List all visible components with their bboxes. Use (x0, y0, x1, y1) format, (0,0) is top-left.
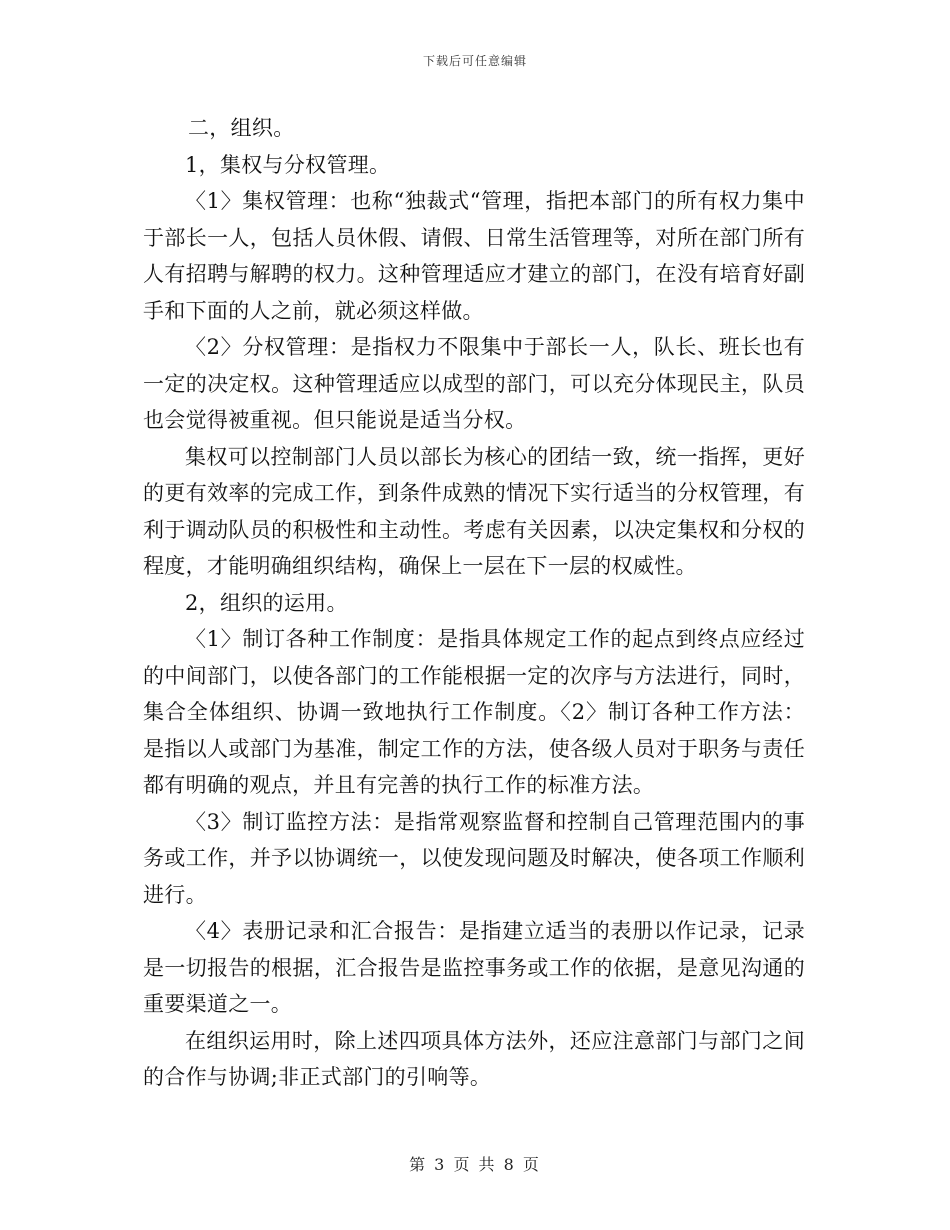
page-header: 下载后可任意编辑 (422, 54, 527, 68)
subheading-centralization: 1，集权与分权管理。 (185, 152, 391, 177)
paragraph-centralization-summary: 集权可以控制部门人员以部长为核心的团结一致，统一指挥，更好的更有效率的完成工作，到条件成熟的情况下实行适当的分权管理，有利于调动队员的积极性和主动性。考虑有关因素，以决定集权和分权的程度，才能明确组织结构，确保上一层在下一层的权威性。 (143, 444, 805, 578)
paragraph-monitoring: 〈3〉制订监控方法：是指常观察监督和控制自己管理范围内的事务或工作，并予以协调统一，以使发现问题及时解决，使各项工作顺利进行。 (143, 809, 805, 907)
subheading-organization-use: 2，组织的运用。 (185, 590, 348, 615)
paragraph-decentralized-management: 〈2〉分权管理：是指权力不限集中于部长一人，队长、班长也有一定的决定权。这种管理适应以成型的部门，可以充分体现民主，队员也会觉得被重视。但只能说是适当分权。 (143, 335, 805, 432)
document-body (143, 110, 805, 1096)
paragraph-work-systems: 〈1〉制订各种工作制度：是指具体规定工作的起点到终点应经过的中间部门，以使各部门的工作能根据一定的次序与方法进行，同时，集合全体组织、协调一致地执行工作制度。〈2〉制订各种工作方法：是指以人或部门为基准，制定工作的方法，使各级人员对于职务与责任都有明确的观点，并且有完善的执行工作的标准方法。 (143, 627, 805, 797)
paragraph-records-reports: 〈4〉表册记录和汇合报告：是指建立适当的表册以作记录，记录是一切报告的根据，汇合报告是监控事务或工作的依据，是意见沟通的重要渠道之一。 (143, 919, 805, 1016)
page-footer: 第 3 页 共 8 页 (409, 1155, 541, 1174)
paragraph-centralized-management: 〈1〉集权管理：也称“独裁式“管理，指把本部门的所有权力集中于部长一人，包括人员休假、请假、日常生活管理等，对所在部门所有人有招聘与解聘的权力。这种管理适应才建立的部门，在没有培育好副手和下面的人之前，就必须这样做。 (143, 189, 805, 323)
paragraph-cooperation: 在组织运用时，除上述四项具体方法外，还应注意部门与部门之间的合作与协调;非正式部门的引响等。 (143, 1028, 805, 1089)
section-heading-organization: 二，组织。 (188, 116, 295, 140)
